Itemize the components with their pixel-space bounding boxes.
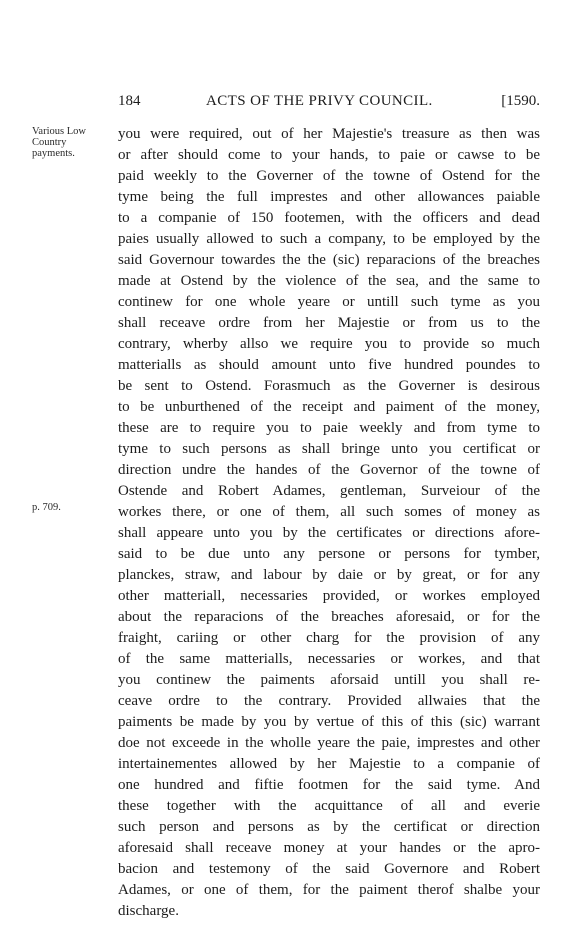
text-line: tyme being the full imprestes and other allowances paiable [118,189,540,205]
text-line: these are to require you to paie weekly and from tyme to [118,420,540,436]
text-line: you were required, out of her Majestie's treasure as then was [118,126,540,142]
text-line: contrary, wherby allso we require you to provide so much [118,336,540,352]
text-line: about the reparacions of the breaches aforesaid, or for the [118,609,540,625]
text-line: to be unburthened of the receipt and paiment of the money, [118,399,540,415]
text-line: said to be due unto any persone or persons for tymber, [118,546,540,562]
text-line: bacion and testemony of the said Governore and Robert [118,861,540,877]
text-line: such person and persons as by the certificat or direction [118,819,540,835]
text-line: paies usually allowed to such a company, to be employed by the [118,231,540,247]
text-line: made at Ostend by the violence of the sea, and the same to [118,273,540,289]
text-line: planckes, straw, and labour by daie or by great, or for any [118,567,540,583]
page-number: 184 [118,93,141,109]
text-line: tyme to such persons as shall bringe unto you certificat or [118,441,540,457]
year-marker: [1590. [501,93,540,109]
text-line: doe not exceede in the wholle yeare the paie, imprestes and other [118,735,540,751]
text-line: paiments be made by you by vertue of this of this (sic) warrant [118,714,540,730]
text-line: aforesaid shall receave money at your handes or the apro- [118,840,540,856]
text-line: shall appeare unto you by the certificates or directions afore- [118,525,540,541]
text-line: said Governour towardes the the (sic) reparacions of the breaches [118,252,540,268]
body-text [118,124,540,922]
running-title: ACTS OF THE PRIVY COUNCIL. [206,93,433,109]
text-line: to a companie of 150 footemen, with the officers and dead [118,210,540,226]
text-line: direction undre the handes of the Governor of the towne of [118,462,540,478]
text-line: of the same matterialls, necessaries or workes, and that [118,651,540,667]
running-header [118,93,540,113]
text-line: workes there, or one of them, all such somes of money as [118,504,540,520]
text-line: other matteriall, necessaries provided, or workes employed [118,588,540,604]
text-line: intertainementes allowed by her Majestie to a companie of [118,756,540,772]
text-line: discharge. [118,903,179,919]
text-line: Adames, or one of them, for the paiment therof shalbe your [118,882,540,898]
text-line: fraight, cariing or other charg for the provision of any [118,630,540,646]
text-line: paid weekly to the Governer of the towne of Ostend for the [118,168,540,184]
text-line: shall receave ordre from her Majestie or from us to the [118,315,540,331]
text-line: you continew the paiments aforsaid untill you shall re- [118,672,540,688]
text-line: Ostende and Robert Adames, gentleman, Surveiour of the [118,483,540,499]
margin-note-various-payments: Various Low Country payments. [32,126,86,159]
text-line: these together with the acquittance of all and everie [118,798,540,814]
text-line: continew for one whole yeare or untill such tyme as you [118,294,540,310]
text-line: or after should come to your hands, to paie or cawse to be [118,147,540,163]
text-line: be sent to Ostend. Forasmuch as the Governer is desirous [118,378,540,394]
margin-note-page-reference: p. 709. [32,502,61,513]
text-line: one hundred and fiftie footmen for the said tyme. And [118,777,540,793]
text-line: ceave ordre to the contrary. Provided allwaies that the [118,693,540,709]
text-line: matterialls as should amount unto five hundred poundes to [118,357,540,373]
